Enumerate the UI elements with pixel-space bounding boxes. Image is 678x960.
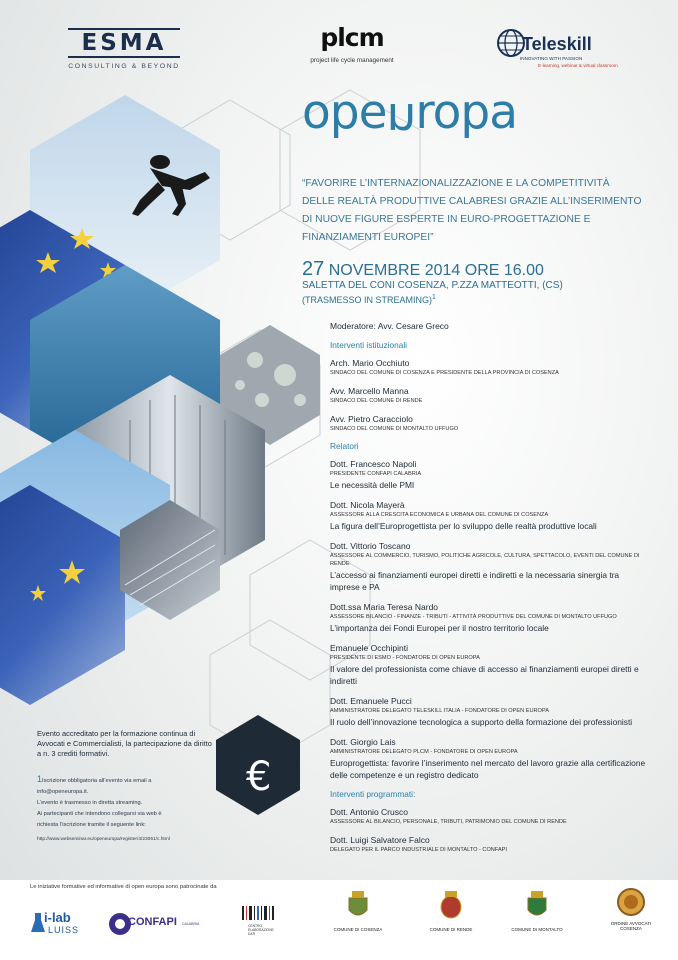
- program-section-title: Interventi istituzionali: [330, 340, 408, 350]
- euro-icon: €: [246, 754, 272, 800]
- ilab-name: i-lab: [44, 910, 71, 925]
- speaker-name: Dott.ssa Maria Teresa Nardo: [330, 602, 439, 612]
- speaker: [330, 357, 650, 377]
- note-number: 1: [37, 774, 43, 784]
- patronage-text: Le iniziative formative ed informative di open europa sono patrocinate da: [30, 884, 217, 890]
- comune-montalto-logo: [508, 890, 566, 932]
- speaker-role: AMMINISTRATORE DELEGATO PLCM - FONDATORE DI OPEN EUROPA: [330, 749, 518, 755]
- luiss-name: LUISS: [48, 925, 80, 935]
- speaker-talk-title: L’importanza dei Fondi Europei per il nostro territorio locale: [330, 623, 549, 633]
- event-date-rest: NOVEMBRE 2014 ORE 16.00: [328, 262, 544, 279]
- speaker-name: Dott. Giorgio Lais: [330, 737, 396, 747]
- event-date: [302, 258, 544, 281]
- speaker-role: ASSESSORE BILANCIO - FINANZE - TRIBUTI - ATTIVITÀ PRODUTTIVE DEL COMUNE DI MONTALTO UFFUGO: [330, 614, 617, 620]
- speaker-role: PRESIDENTE CONFAPI CALABRIA: [330, 471, 422, 477]
- speaker-role: AMMINISTRATORE DELEGATO TELESKILL ITALIA - FONDATORE DI OPEN EUROPA: [330, 708, 549, 714]
- event-streaming: [302, 294, 436, 305]
- speaker-role: SINDACO DEL COMUNE DI COSENZA E PRESIDENTE DELLA PROVINCIA DI COSENZA: [330, 370, 559, 376]
- speaker-name: Dott. Francesco Napoli: [330, 459, 417, 469]
- program: [330, 321, 650, 862]
- speaker-role: SINDACO DEL COMUNE DI MONTALTO UFFUGO: [330, 426, 459, 432]
- speaker-name: Dott. Nicola Mayerà: [330, 500, 405, 510]
- teleskill-logo: [496, 24, 618, 74]
- speaker-talk-title: L’accesso ai finanziamenti europei diretti e indiretti e la necessaria sinergia tra imprese e PA: [330, 570, 620, 592]
- plcm-logo: [292, 24, 412, 64]
- esma-logo: [68, 28, 180, 70]
- plcm-name: plcm: [320, 23, 384, 52]
- speaker-name: Dott. Luigi Salvatore Falco: [330, 835, 430, 845]
- title-part-3: ropa: [415, 85, 517, 140]
- speaker-talk-title: La figura dell’Europrogettista per lo sviluppo delle realtà produttive locali: [330, 521, 597, 531]
- barcode-icon: [240, 904, 280, 922]
- speaker: [330, 695, 650, 728]
- speaker-name: Dott. Antonio Crusco: [330, 807, 408, 817]
- speaker-name: Avv. Pietro Caracciolo: [330, 414, 413, 424]
- speaker-role: ASSESSORE AL BILANCIO, PERSONALE, TRIBUTI, PATRIMONIO DEL COMUNE DI RENDE: [330, 819, 567, 825]
- speaker: [330, 413, 650, 433]
- speaker: [330, 540, 650, 593]
- event-place: SALETTA DEL CONI COSENZA, P.ZZA MATTEOTTI, (CS): [302, 280, 563, 291]
- footer: [0, 880, 678, 960]
- comune-cosenza-logo: [330, 890, 386, 932]
- esma-name: ESMA: [68, 28, 180, 58]
- centro-name: CENTRO ELABORAZIONE DATI: [248, 924, 274, 936]
- speaker: [330, 458, 650, 491]
- comune-cosenza-name: COMUNE DI COSENZA: [333, 927, 383, 932]
- speaker: [330, 736, 650, 781]
- streaming-text: (TRASMESSO IN STREAMING): [302, 295, 433, 305]
- speaker: [330, 385, 650, 405]
- comune-rende-logo: [425, 890, 477, 932]
- seal-icon: [617, 888, 645, 916]
- teleskill-tagline: INNOVATING WITH PASSION: [520, 56, 583, 61]
- program-section-title: Interventi programmati:: [330, 789, 416, 799]
- note-line-3: L’evento è trasmesso in diretta streaming.: [37, 800, 143, 806]
- note-line-5: richiesta l’iscrizione tramite il seguente link:: [37, 822, 146, 828]
- plcm-tagline: project life cycle management: [310, 57, 394, 64]
- speaker-role: ASSESSORE ALLA CRESCITA ECONOMICA E URBANA DEL COMUNE DI COSENZA: [330, 512, 549, 518]
- speaker-role: ASSESSORE AL COMMERCIO, TURISMO, POLITICHE AGRICOLE, CULTURA, SPETTACOLO, EVENTI DEL COMUNE DI RENDE: [330, 553, 640, 567]
- speaker-name: Dott. Vittorio Toscano: [330, 541, 411, 551]
- speaker-role: SINDACO DEL COMUNE DI RENDE: [330, 398, 423, 404]
- speaker-talk-title: Il ruolo dell’innovazione tecnologica a supporto della formazione dei professionisti: [330, 717, 633, 727]
- moderator-label: Moderatore:: [330, 321, 376, 331]
- teleskill-name: Teleskill: [522, 34, 592, 54]
- confapi-sub: CALABRIA: [182, 922, 200, 926]
- esma-tagline: CONSULTING & BEYOND: [68, 63, 180, 70]
- speaker: [330, 642, 650, 687]
- coat-of-arms-icon: [525, 890, 549, 920]
- speaker: [330, 806, 650, 826]
- speaker-talk-title: Le necessità delle PMI: [330, 480, 415, 490]
- streaming-footnote-ref: 1: [432, 294, 436, 301]
- coat-of-arms-icon: [346, 890, 370, 920]
- note-line-1: Iscrizione obbligatoria all’evento via email a: [42, 778, 152, 784]
- speaker: [330, 834, 650, 854]
- comune-montalto-name: COMUNE DI MONTALTO: [511, 927, 563, 932]
- ordine-name-1: ORDINE AVVOCATI: [610, 921, 652, 926]
- speaker-name: Emanuele Occhipinti: [330, 643, 408, 653]
- speaker: [330, 499, 650, 532]
- speaker-role: DELEGATO PER IL PARCO INDUSTRIALE DI MONTALTO - CONFAPI: [330, 847, 507, 853]
- teleskill-subtitle: E-learning, webinar & virtual classroom: [538, 63, 618, 68]
- note-email[interactable]: info@openeuropa.it.: [37, 789, 89, 795]
- speaker-name: Dott. Emanuele Pucci: [330, 696, 412, 706]
- event-day: 27: [302, 258, 325, 280]
- speaker-talk-title: Europrogettista: favorire l’inserimento nel mercato del lavoro grazie alla certificazione delle competenze e un registro dedicato: [330, 758, 646, 780]
- event-quote: “FAVORIRE L’INTERNAZIONALIZZAZIONE E LA COMPETITIVITÀ DELLE REALTÀ PRODUTTIVE CALABRESI GRAZIE ALL’INSERIMENTO DI NUOVE FIGURE ESPERTE IN EURO-PROGETTAZIONE E FINANZIAMENTI EUROPEI”: [302, 178, 642, 243]
- speaker-talk-title: Il valore del professionista come chiave di accesso ai finanziamenti europei diretti e indiretti: [330, 664, 639, 686]
- moderator-name: Avv. Cesare Greco: [377, 321, 449, 331]
- accreditation-note: Evento accreditato per la formazione continua di Avvocati e Commercialisti, la partecipazione da diritto a n. 3 crediti formativi.: [37, 729, 212, 758]
- coat-of-arms-icon: [438, 890, 464, 920]
- program-section-title: Relatori: [330, 441, 359, 451]
- comune-rende-name: COMUNE DI RENDE: [429, 927, 473, 932]
- speaker-role: PRESIDENTE DI ESMO - FONDATORE DI OPEN EUROPA: [330, 655, 480, 661]
- title-part-1: ope: [302, 85, 387, 140]
- speaker-name: Avv. Marcello Manna: [330, 386, 409, 396]
- confapi-name: CONFAPI: [128, 916, 177, 928]
- moderator: [330, 321, 650, 331]
- ordine-avvocati-logo: [604, 888, 658, 931]
- title-part-2: n: [386, 92, 416, 147]
- note-line-4: Ai partecipanti che intendono collegarsi via web è: [37, 811, 162, 817]
- page-title: [302, 85, 517, 147]
- registration-link[interactable]: http://www.webseminar.eu/openeuropa/register/4/23051/c.html: [37, 837, 170, 842]
- speaker: [330, 601, 650, 634]
- speaker-name: Arch. Mario Occhiuto: [330, 358, 410, 368]
- registration-notes: [37, 774, 217, 845]
- ordine-name-2: COSENZA: [620, 926, 642, 931]
